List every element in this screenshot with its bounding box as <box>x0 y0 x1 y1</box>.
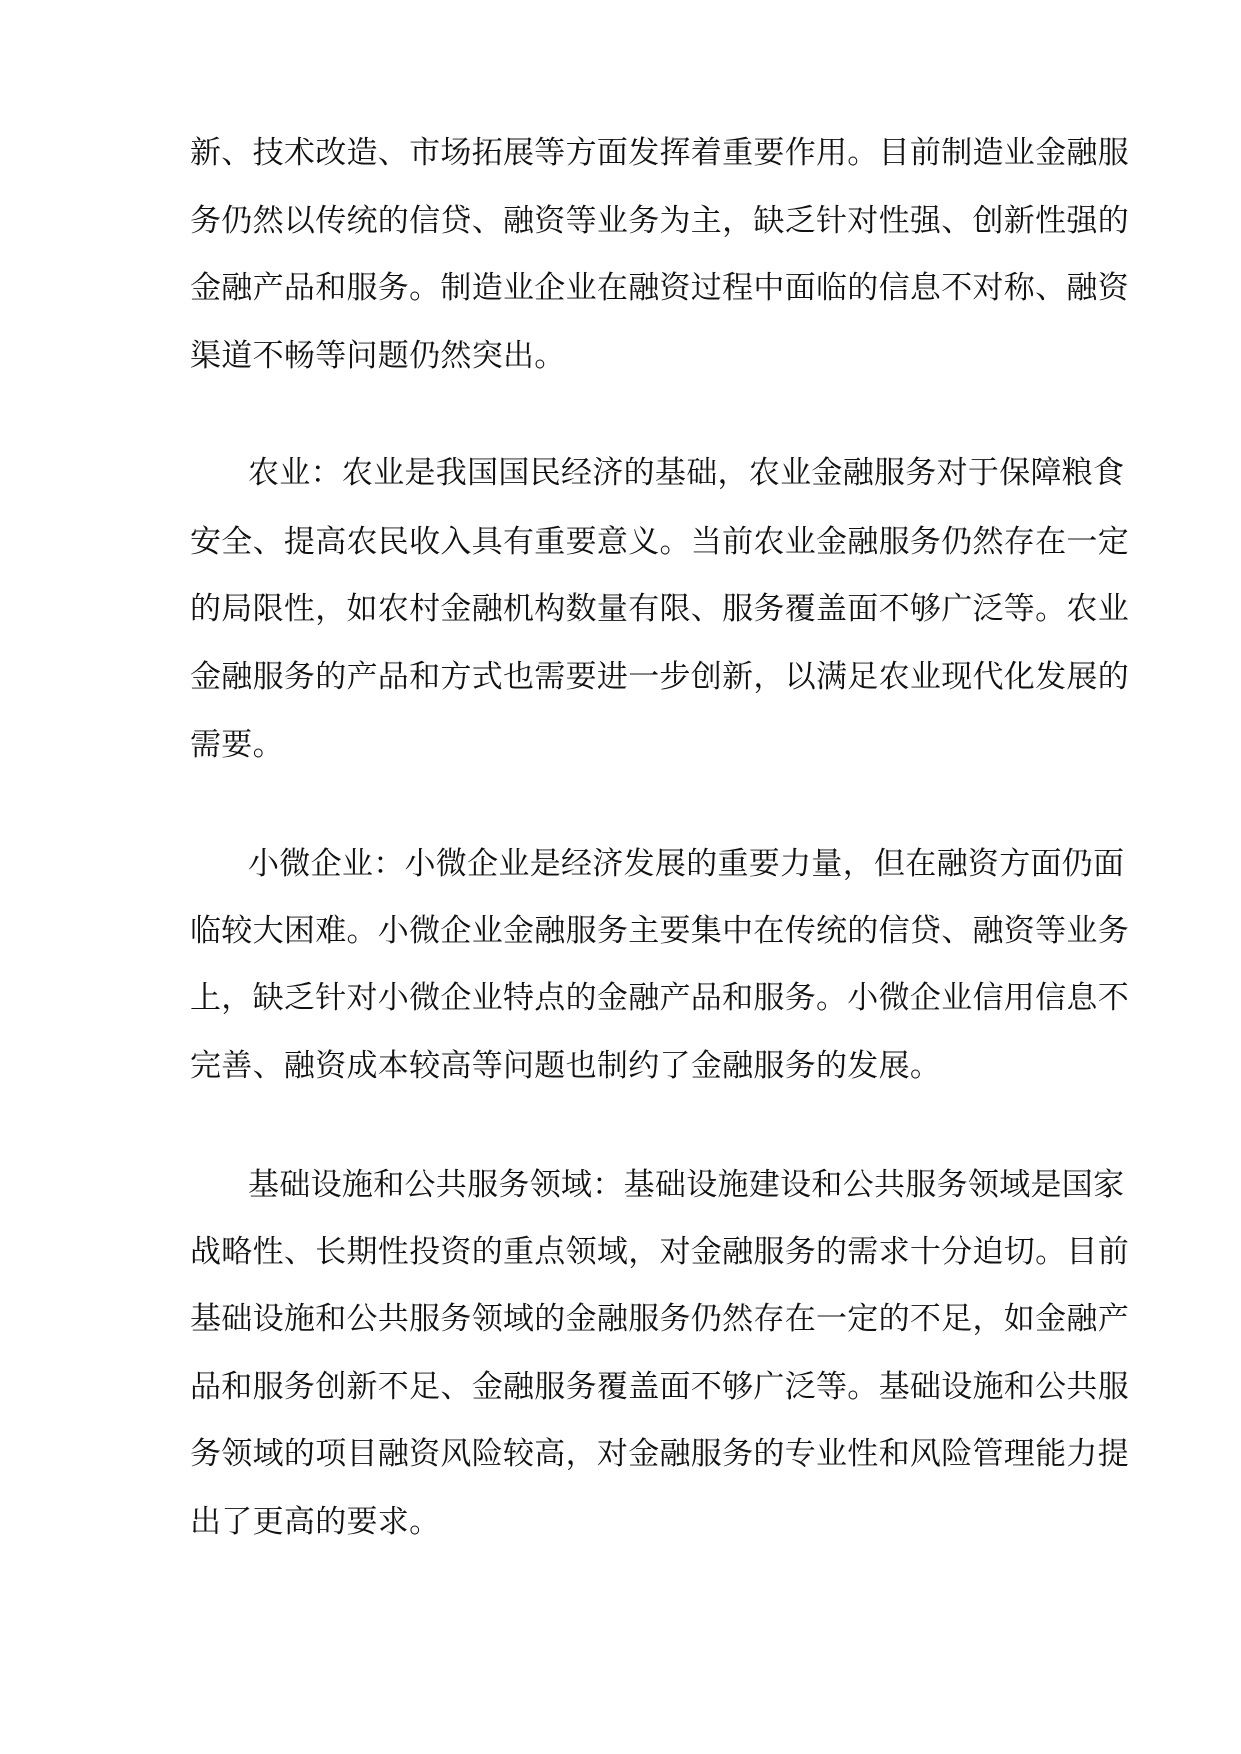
paragraph-4-line-4: 品和服务创新不足、金融服务覆盖面不够广泛等。基础设施和公共服 <box>190 1369 1129 1405</box>
paragraph-4-line-1: 基础设施和公共服务领域：基础设施建设和公共服务领域是国家 <box>248 1167 1125 1203</box>
paragraph-3-line-2: 临较大困难。小微企业金融服务主要集中在传统的信贷、融资等业务 <box>190 913 1129 949</box>
paragraph-2-line-1: 农业：农业是我国国民经济的基础，农业金融服务对于保障粮食 <box>248 455 1125 491</box>
paragraph-4-line-2: 战略性、长期性投资的重点领域，对金融服务的需求十分迫切。目前 <box>190 1234 1129 1270</box>
paragraph-3-line-1: 小微企业：小微企业是经济发展的重要力量，但在融资方面仍面 <box>248 846 1125 882</box>
paragraph-2-line-3: 的局限性，如农村金融机构数量有限、服务覆盖面不够广泛等。农业 <box>190 591 1129 627</box>
paragraph-2-line-2: 安全、提高农民收入具有重要意义。当前农业金融服务仍然存在一定 <box>190 524 1129 560</box>
paragraph-2-line-5: 需要。 <box>190 727 284 763</box>
paragraph-2-line-4: 金融服务的产品和方式也需要进一步创新，以满足农业现代化发展的 <box>190 659 1129 695</box>
paragraph-4-line-3: 基础设施和公共服务领域的金融服务仍然存在一定的不足，如金融产 <box>190 1301 1129 1337</box>
paragraph-3-line-4: 完善、融资成本较高等问题也制约了金融服务的发展。 <box>190 1048 942 1084</box>
paragraph-4-line-6: 出了更高的要求。 <box>190 1504 441 1540</box>
paragraph-1-line-1: 新、技术改造、市场拓展等方面发挥着重要作用。目前制造业金融服 <box>190 135 1129 171</box>
paragraph-1-line-3: 金融产品和服务。制造业企业在融资过程中面临的信息不对称、融资 <box>190 270 1129 306</box>
paragraph-3-line-3: 上，缺乏针对小微企业特点的金融产品和服务。小微企业信用信息不 <box>190 980 1129 1016</box>
paragraph-4-line-5: 务领域的项目融资风险较高，对金融服务的专业性和风险管理能力提 <box>190 1436 1129 1472</box>
paragraph-1-line-2: 务仍然以传统的信贷、融资等业务为主，缺乏针对性强、创新性强的 <box>190 203 1129 239</box>
paragraph-1-line-4: 渠道不畅等问题仍然突出。 <box>190 338 566 374</box>
